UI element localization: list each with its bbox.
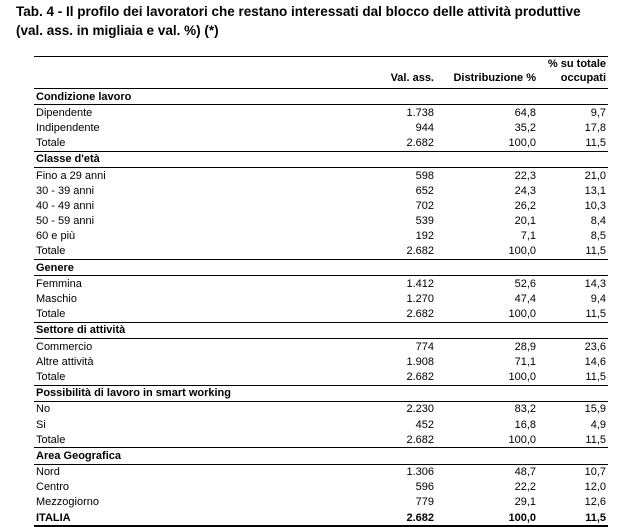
cell-distribuzione: 100,0 [436, 244, 538, 260]
row-label: Centro [36, 481, 70, 494]
table-row [34, 183, 608, 198]
table-row [34, 198, 608, 213]
cell-val-ass: 2.230 [406, 403, 434, 416]
row-label: Fino a 29 anni [36, 169, 106, 182]
section-empty-cell [296, 448, 436, 464]
section-empty-cell [296, 385, 436, 401]
row-label: Indipendente [36, 121, 100, 134]
section-empty-cell [436, 260, 538, 276]
cell-val-ass: 2.682 [296, 244, 436, 260]
section-empty-cell [436, 322, 538, 338]
section-title: Possibilità di lavoro in smart working [34, 385, 296, 401]
section-empty-cell [538, 448, 608, 464]
cell-val-ass: 702 [415, 199, 434, 212]
section-empty-cell [436, 385, 538, 401]
cell-val-ass: 2.682 [296, 136, 436, 152]
cell-pct-su-totale: 11,5 [538, 432, 608, 448]
data-table-container [34, 56, 608, 527]
cell-pct-su-totale: 10,3 [584, 199, 606, 212]
section-empty-cell [296, 151, 436, 167]
cell-pct-su-totale: 4,9 [590, 418, 606, 431]
cell-pct-su-totale: 11,5 [538, 307, 608, 323]
row-label: Mezzogiorno [36, 496, 99, 509]
cell-distribuzione: 16,8 [514, 418, 536, 431]
header-pct-line-2: occupati [560, 72, 606, 84]
table-title-line-2: (val. ass. in migliaia e val. %) (*) [16, 23, 219, 38]
section-title: Condizione lavoro [34, 89, 296, 105]
row-label: Dipendente [36, 106, 93, 119]
section-header-row [34, 89, 608, 105]
section-empty-cell [538, 322, 608, 338]
cell-val-ass: 774 [415, 340, 434, 353]
section-empty-cell [436, 151, 538, 167]
cell-pct-su-totale: 11,5 [538, 510, 608, 526]
table-row [34, 339, 608, 355]
cell-val-ass: 1.908 [406, 355, 434, 368]
table-row [34, 495, 608, 510]
cell-pct-su-totale: 17,8 [584, 121, 606, 134]
cell-pct-su-totale: 11,5 [538, 136, 608, 152]
cell-distribuzione: 35,2 [514, 121, 536, 134]
header-pct-su-totale [538, 57, 608, 89]
table-row [34, 105, 608, 121]
cell-val-ass: 596 [415, 481, 434, 494]
table-row [34, 291, 608, 306]
section-header-row [34, 385, 608, 401]
row-label: 30 - 39 anni [36, 184, 95, 197]
section-empty-cell [538, 89, 608, 105]
table-row [34, 480, 608, 495]
total-row [34, 432, 608, 448]
row-label: Nord [36, 466, 60, 479]
cell-val-ass: 2.682 [296, 510, 436, 526]
row-label: Totale [34, 244, 296, 260]
row-label: 60 e più [36, 230, 76, 243]
cell-val-ass: 452 [415, 418, 434, 431]
section-header-row [34, 448, 608, 464]
section-empty-cell [538, 385, 608, 401]
cell-pct-su-totale: 11,5 [538, 369, 608, 385]
table-row [34, 229, 608, 244]
cell-distribuzione: 24,3 [514, 184, 536, 197]
row-label: Maschio [36, 293, 77, 306]
total-row [34, 369, 608, 385]
cell-pct-su-totale: 14,3 [584, 277, 606, 290]
section-empty-cell [296, 89, 436, 105]
cell-pct-su-totale: 12,6 [584, 496, 606, 509]
cell-distribuzione: 52,6 [514, 277, 536, 290]
section-title: Settore di attività [34, 322, 296, 338]
header-pct-line-1: % su totale [547, 58, 606, 70]
cell-val-ass: 1.738 [406, 106, 434, 119]
table-header-row [34, 57, 608, 89]
row-label: 40 - 49 anni [36, 199, 95, 212]
cell-distribuzione: 83,2 [514, 403, 536, 416]
cell-distribuzione: 28,9 [514, 340, 536, 353]
section-header-row [34, 151, 608, 167]
table-row [34, 276, 608, 292]
row-label: No [36, 403, 51, 416]
cell-pct-su-totale: 8,5 [590, 230, 606, 243]
total-row [34, 307, 608, 323]
table-row [34, 354, 608, 369]
cell-pct-su-totale: 9,4 [590, 293, 606, 306]
section-empty-cell [436, 448, 538, 464]
cell-distribuzione: 100,0 [436, 432, 538, 448]
section-title: Area Geografica [34, 448, 296, 464]
cell-distribuzione: 100,0 [436, 136, 538, 152]
cell-distribuzione: 47,4 [514, 293, 536, 306]
row-label: Totale [34, 432, 296, 448]
cell-distribuzione: 29,1 [514, 496, 536, 509]
table-row [34, 464, 608, 480]
section-empty-cell [538, 151, 608, 167]
cell-pct-su-totale: 15,9 [584, 403, 606, 416]
cell-val-ass: 1.306 [406, 466, 434, 479]
cell-distribuzione: 100,0 [436, 369, 538, 385]
cell-pct-su-totale: 21,0 [584, 169, 606, 182]
header-distribuzione: Distribuzione % [436, 57, 538, 89]
header-val-ass: Val. ass. [296, 57, 436, 89]
cell-pct-su-totale: 14,6 [584, 355, 606, 368]
cell-pct-su-totale: 8,4 [590, 215, 606, 228]
table-row [34, 214, 608, 229]
row-label: Totale [34, 136, 296, 152]
cell-distribuzione: 26,2 [514, 199, 536, 212]
cell-distribuzione: 22,3 [514, 169, 536, 182]
cell-distribuzione: 7,1 [520, 230, 536, 243]
cell-distribuzione: 100,0 [436, 510, 538, 526]
cell-distribuzione: 71,1 [514, 355, 536, 368]
cell-pct-su-totale: 11,5 [538, 244, 608, 260]
cell-distribuzione: 20,1 [514, 215, 536, 228]
row-label: 50 - 59 anni [36, 215, 95, 228]
cell-pct-su-totale: 9,7 [590, 106, 606, 119]
cell-val-ass: 2.682 [296, 307, 436, 323]
cell-val-ass: 779 [415, 496, 434, 509]
section-title: Classe d'età [34, 151, 296, 167]
cell-distribuzione: 22,2 [514, 481, 536, 494]
row-label: Femmina [36, 277, 82, 290]
table-row [34, 120, 608, 135]
table-title-line-1: Tab. 4 - Il profilo dei lavoratori che restano interessati dal blocco delle attività produttive [16, 4, 581, 19]
section-empty-cell [436, 89, 538, 105]
cell-val-ass: 598 [415, 169, 434, 182]
table-row [34, 417, 608, 432]
row-label: Totale [34, 369, 296, 385]
section-title: Genere [34, 260, 296, 276]
cell-val-ass: 944 [415, 121, 434, 134]
cell-distribuzione: 48,7 [514, 466, 536, 479]
row-label: Altre attività [36, 355, 94, 368]
table-title [16, 2, 636, 40]
table-body [34, 89, 608, 527]
total-row [34, 244, 608, 260]
row-label: ITALIA [34, 510, 296, 526]
data-table [34, 56, 608, 527]
section-empty-cell [296, 260, 436, 276]
section-header-row [34, 260, 608, 276]
cell-distribuzione: 100,0 [436, 307, 538, 323]
cell-val-ass: 1.270 [406, 293, 434, 306]
row-label: Commercio [36, 340, 93, 353]
cell-pct-su-totale: 23,6 [584, 340, 606, 353]
cell-pct-su-totale: 12,0 [584, 481, 606, 494]
header-label [34, 57, 296, 89]
grand-total-row [34, 510, 608, 526]
section-empty-cell [296, 322, 436, 338]
total-row [34, 136, 608, 152]
cell-val-ass: 2.682 [296, 432, 436, 448]
cell-val-ass: 652 [415, 184, 434, 197]
cell-val-ass: 539 [415, 215, 434, 228]
section-empty-cell [538, 260, 608, 276]
cell-pct-su-totale: 13,1 [584, 184, 606, 197]
table-row [34, 401, 608, 417]
table-row [34, 167, 608, 183]
row-label: Totale [34, 307, 296, 323]
cell-pct-su-totale: 10,7 [584, 466, 606, 479]
cell-val-ass: 1.412 [406, 277, 434, 290]
section-header-row [34, 322, 608, 338]
cell-val-ass: 192 [415, 230, 434, 243]
cell-val-ass: 2.682 [296, 369, 436, 385]
cell-distribuzione: 64,8 [514, 106, 536, 119]
row-label: Si [36, 418, 46, 431]
